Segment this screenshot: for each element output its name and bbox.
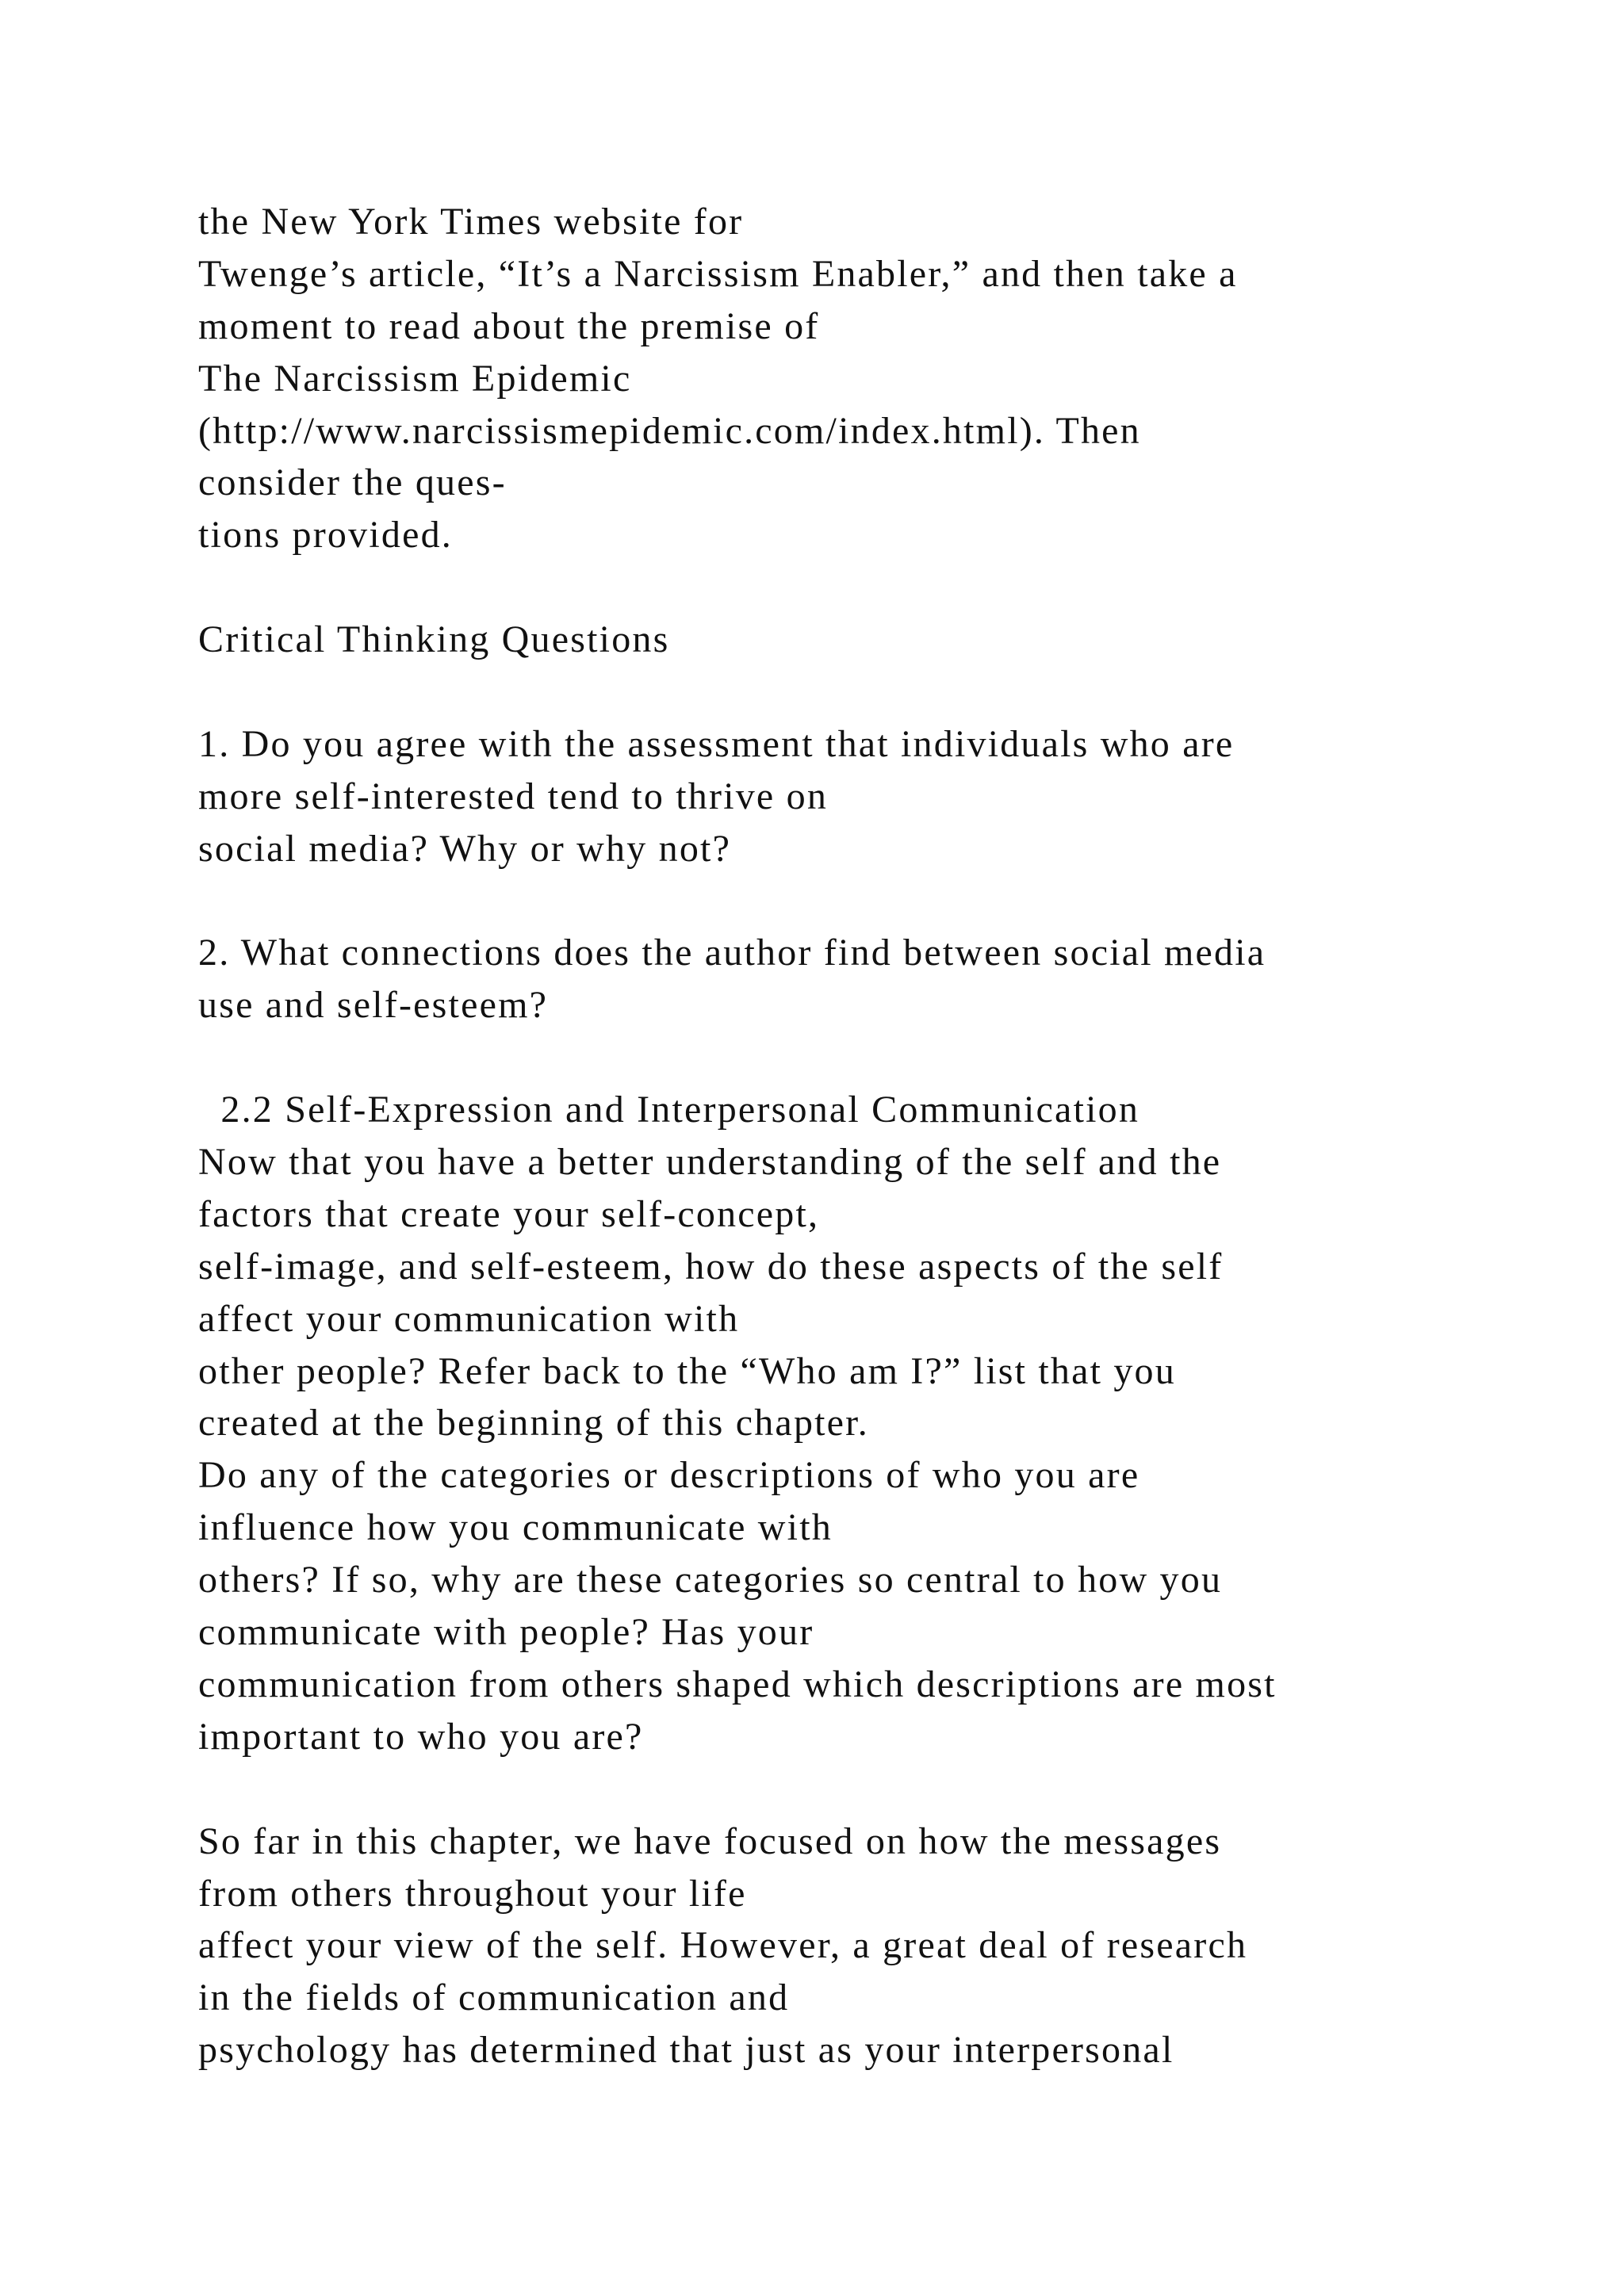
- blank-line: [198, 1763, 1546, 1816]
- text-line: communicate with people? Has your: [198, 1611, 814, 1654]
- section-heading-critical-thinking: Critical Thinking Questions: [198, 618, 670, 661]
- text-line: important to who you are?: [198, 1715, 644, 1758]
- text-line: Now that you have a better understanding of the self and the: [198, 1141, 1222, 1184]
- question-2-line: 2. What connections does the author find between social media: [198, 932, 1266, 974]
- text-line: factors that create your self-concept,: [198, 1192, 820, 1235]
- blank-line: [198, 1031, 1546, 1084]
- question-2-line: use and self-esteem?: [198, 984, 549, 1027]
- text-line: influence how you communicate with: [198, 1506, 833, 1549]
- text-line: the New York Times website for: [198, 201, 744, 243]
- text-line: psychology has determined that just as your interpersonal: [198, 2029, 1174, 2072]
- text-line: So far in this chapter, we have focused on how the messages: [198, 1820, 1222, 1862]
- text-line: from others throughout your life: [198, 1872, 747, 1915]
- text-line: The Narcissism Epidemic: [198, 357, 632, 400]
- blank-line: [198, 561, 1546, 614]
- text-line: (http://www.narcissismepidemic.com/index.html). Then: [198, 409, 1141, 452]
- text-line: Do any of the categories or descriptions of who you are: [198, 1454, 1140, 1497]
- text-line: moment to read about the premise of: [198, 304, 820, 347]
- question-1-line: more self-interested tend to thrive on: [198, 775, 829, 817]
- text-line: other people? Refer back to the “Who am I?” list that you: [198, 1349, 1176, 1392]
- text-line: consider the ques-: [198, 461, 507, 504]
- question-1-line: social media? Why or why not?: [198, 827, 732, 870]
- text-line: others? If so, why are these categories so central to how you: [198, 1559, 1223, 1601]
- section-heading-2-2: 2.2 Self-Expression and Interpersonal Communication: [198, 1089, 1140, 1131]
- document-body-text: [198, 196, 1546, 2076]
- blank-line: [198, 875, 1546, 928]
- text-line: affect your communication with: [198, 1297, 740, 1340]
- text-line: self-image, and self-esteem, how do these aspects of the self: [198, 1245, 1224, 1288]
- text-line: Twenge’s article, “It’s a Narcissism Enabler,” and then take a: [198, 252, 1238, 295]
- blank-line: [198, 666, 1546, 718]
- text-line: communication from others shaped which descriptions are most: [198, 1663, 1277, 1705]
- text-line: in the fields of communication and: [198, 1976, 790, 2019]
- text-line: affect your view of the self. However, a great deal of research: [198, 1924, 1248, 1967]
- text-line: tions provided.: [198, 514, 453, 557]
- question-1-line: 1. Do you agree with the assessment that individuals who are: [198, 722, 1235, 765]
- text-line: created at the beginning of this chapter.: [198, 1402, 869, 1445]
